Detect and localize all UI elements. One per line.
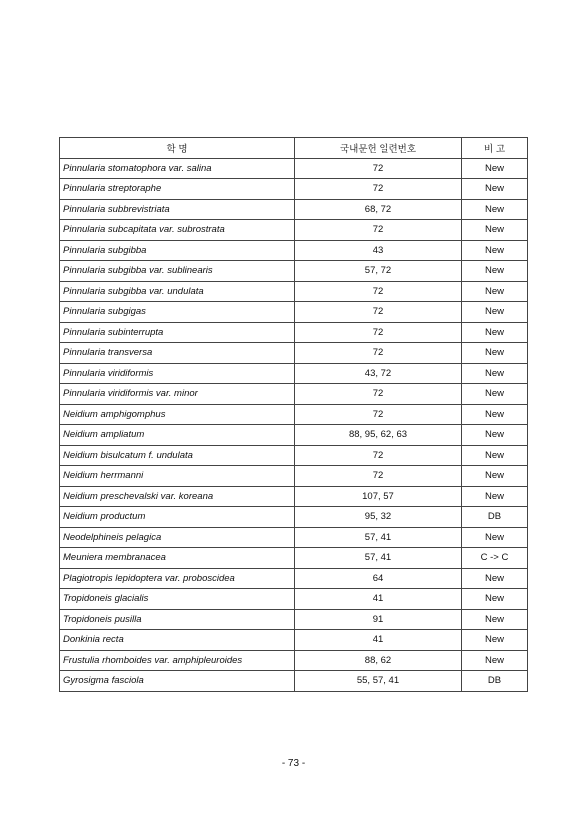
reference-numbers-cell: 68, 72 — [295, 199, 462, 220]
note-cell: New — [462, 650, 528, 671]
header-note: 비 고 — [462, 138, 528, 159]
note-cell: DB — [462, 507, 528, 528]
species-name-cell: Neidium ampliatum — [60, 425, 295, 446]
species-name-cell: Pinnularia subcapitata var. subrostrata — [60, 220, 295, 241]
note-cell: New — [462, 384, 528, 405]
species-name-cell: Pinnularia streptoraphe — [60, 179, 295, 200]
table-row — [60, 281, 528, 302]
table-body — [60, 158, 528, 691]
reference-numbers-cell: 72 — [295, 322, 462, 343]
reference-numbers-cell: 57, 72 — [295, 261, 462, 282]
species-name-cell: Pinnularia subgibba — [60, 240, 295, 261]
reference-numbers-cell: 72 — [295, 445, 462, 466]
reference-numbers-cell: 72 — [295, 220, 462, 241]
table-row — [60, 671, 528, 692]
reference-numbers-cell: 88, 62 — [295, 650, 462, 671]
species-name-cell: Pinnularia subgibba var. undulata — [60, 281, 295, 302]
table-row — [60, 425, 528, 446]
table-row — [60, 507, 528, 528]
table-row — [60, 445, 528, 466]
reference-numbers-cell: 43 — [295, 240, 462, 261]
species-table — [59, 137, 528, 692]
table-row — [60, 609, 528, 630]
table-row — [60, 589, 528, 610]
table-row — [60, 404, 528, 425]
reference-numbers-cell: 43, 72 — [295, 363, 462, 384]
note-cell: New — [462, 220, 528, 241]
reference-numbers-cell: 72 — [295, 281, 462, 302]
reference-numbers-cell: 107, 57 — [295, 486, 462, 507]
species-name-cell: Pinnularia subinterrupta — [60, 322, 295, 343]
table-row — [60, 240, 528, 261]
note-cell: New — [462, 363, 528, 384]
note-cell: New — [462, 302, 528, 323]
note-cell: New — [462, 158, 528, 179]
note-cell: New — [462, 466, 528, 487]
species-name-cell: Neidium productum — [60, 507, 295, 528]
note-cell: New — [462, 343, 528, 364]
note-cell: New — [462, 568, 528, 589]
table-row — [60, 568, 528, 589]
note-cell: New — [462, 589, 528, 610]
species-name-cell: Pinnularia transversa — [60, 343, 295, 364]
species-name-cell: Neidium herrmanni — [60, 466, 295, 487]
note-cell: New — [462, 527, 528, 548]
note-cell: New — [462, 261, 528, 282]
reference-numbers-cell: 72 — [295, 466, 462, 487]
species-name-cell: Neodelphineis pelagica — [60, 527, 295, 548]
table-row — [60, 179, 528, 200]
species-name-cell: Pinnularia subgibba var. sublinearis — [60, 261, 295, 282]
table-row — [60, 343, 528, 364]
species-name-cell: Pinnularia subgigas — [60, 302, 295, 323]
reference-numbers-cell: 64 — [295, 568, 462, 589]
species-name-cell: Frustulia rhomboides var. amphipleuroides — [60, 650, 295, 671]
species-name-cell: Tropidoneis glacialis — [60, 589, 295, 610]
species-name-cell: Pinnularia viridiformis var. minor — [60, 384, 295, 405]
reference-numbers-cell: 72 — [295, 384, 462, 405]
table-header-row — [60, 138, 528, 159]
reference-numbers-cell: 72 — [295, 343, 462, 364]
species-name-cell: Pinnularia subbrevistriata — [60, 199, 295, 220]
reference-numbers-cell: 57, 41 — [295, 527, 462, 548]
reference-numbers-cell: 41 — [295, 630, 462, 651]
species-name-cell: Gyrosigma fasciola — [60, 671, 295, 692]
table-row — [60, 527, 528, 548]
table-row — [60, 384, 528, 405]
reference-numbers-cell: 91 — [295, 609, 462, 630]
reference-numbers-cell: 72 — [295, 179, 462, 200]
table-row — [60, 261, 528, 282]
note-cell: New — [462, 425, 528, 446]
note-cell: New — [462, 404, 528, 425]
table-row — [60, 158, 528, 179]
species-name-cell: Neidium preschevalski var. koreana — [60, 486, 295, 507]
table-row — [60, 650, 528, 671]
table-row — [60, 630, 528, 651]
species-name-cell: Pinnularia stomatophora var. salina — [60, 158, 295, 179]
table-row — [60, 486, 528, 507]
reference-numbers-cell: 72 — [295, 158, 462, 179]
note-cell: New — [462, 199, 528, 220]
note-cell: New — [462, 281, 528, 302]
header-reference-numbers: 국내문헌 일련번호 — [295, 138, 462, 159]
table-row — [60, 220, 528, 241]
species-name-cell: Neidium amphigomphus — [60, 404, 295, 425]
species-name-cell: Tropidoneis pusilla — [60, 609, 295, 630]
species-name-cell: Meuniera membranacea — [60, 548, 295, 569]
note-cell: New — [462, 322, 528, 343]
reference-numbers-cell: 88, 95, 62, 63 — [295, 425, 462, 446]
species-name-cell: Neidium bisulcatum f. undulata — [60, 445, 295, 466]
reference-numbers-cell: 72 — [295, 302, 462, 323]
header-scientific-name: 학 명 — [60, 138, 295, 159]
species-name-cell: Plagiotropis lepidoptera var. proboscidea — [60, 568, 295, 589]
table-row — [60, 199, 528, 220]
note-cell: New — [462, 609, 528, 630]
note-cell: C -> C — [462, 548, 528, 569]
table-row — [60, 548, 528, 569]
species-name-cell: Donkinia recta — [60, 630, 295, 651]
reference-numbers-cell: 55, 57, 41 — [295, 671, 462, 692]
reference-numbers-cell: 57, 41 — [295, 548, 462, 569]
reference-numbers-cell: 41 — [295, 589, 462, 610]
note-cell: New — [462, 486, 528, 507]
note-cell: New — [462, 630, 528, 651]
species-name-cell: Pinnularia viridiformis — [60, 363, 295, 384]
page-number: - 73 - — [281, 758, 306, 769]
table-row — [60, 302, 528, 323]
table-row — [60, 363, 528, 384]
note-cell: New — [462, 179, 528, 200]
reference-numbers-cell: 72 — [295, 404, 462, 425]
reference-numbers-cell: 95, 32 — [295, 507, 462, 528]
note-cell: New — [462, 240, 528, 261]
note-cell: New — [462, 445, 528, 466]
table-row — [60, 322, 528, 343]
table-row — [60, 466, 528, 487]
note-cell: DB — [462, 671, 528, 692]
